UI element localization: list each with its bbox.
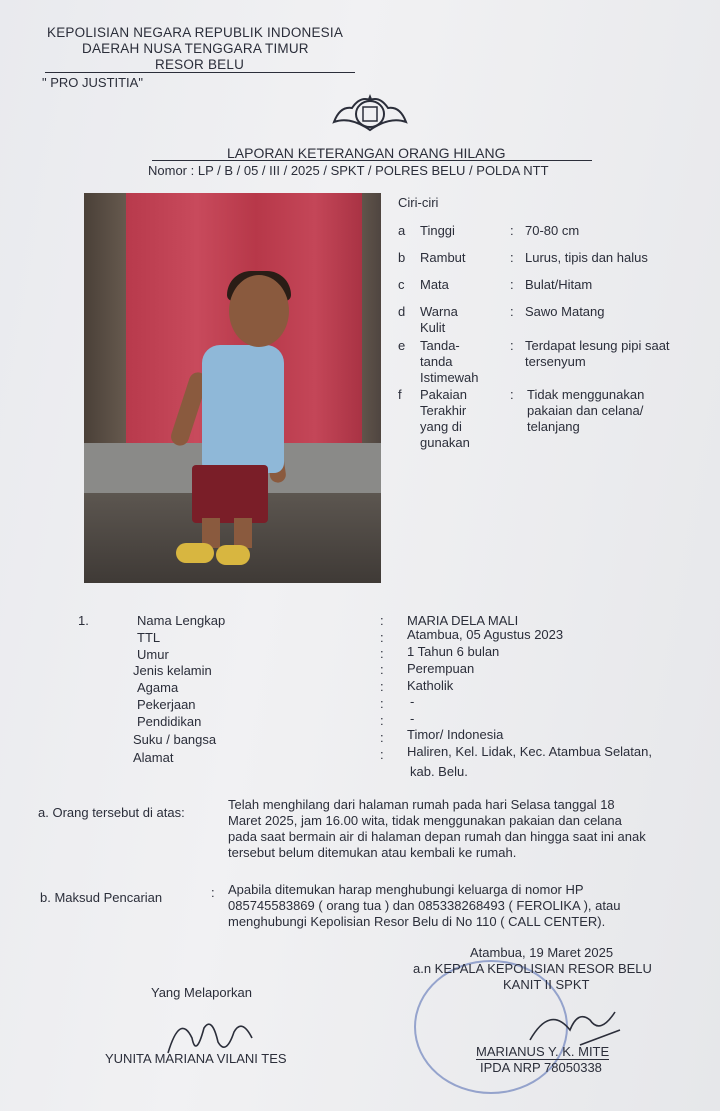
ciri-value: pakaian dan celana/ [527,403,644,418]
place-date: Atambua, 19 Maret 2025 [470,945,614,960]
identity-label: Alamat [133,750,174,765]
identity-label: Nama Lengkap [137,613,226,628]
colon: : [211,885,215,900]
colon: : [510,250,514,265]
section-a-label: a. Orang tersebut di atas: [38,805,185,820]
section-a-line: pada saat bermain air di halaman depan rumah dan hingga saat ini anak [228,829,646,844]
pro-justitia: " PRO JUSTITIA" [42,75,143,90]
section-b-line: 085745583869 ( orang tua ) dan 085338268493 ( FEROLIKA ), atau [228,898,621,913]
ciri-label: gunakan [420,435,470,450]
section-b-label: b. Maksud Pencarian [40,890,163,905]
signature-right-icon [520,1000,630,1050]
identity-value: Atambua, 05 Agustus 2023 [407,627,564,642]
reporter-role: Yang Melaporkan [151,985,252,1000]
colon: : [380,679,384,694]
ciri-letter: f [398,387,402,402]
ciri-label: Warna [420,304,458,319]
signatory-title: a.n KEPALA KEPOLISIAN RESOR BELU [413,961,652,976]
ciri-letter: b [398,250,406,265]
identity-value: Haliren, Kel. Lidak, Kec. Atambua Selatan, [407,744,652,759]
section-b-line: menghubungi Kepolisian Resor Belu di No 110 ( CALL CENTER). [228,914,606,929]
colon: : [510,338,514,353]
colon: : [380,630,384,645]
ciri-value: Bulat/Hitam [525,277,593,292]
colon: : [510,223,514,238]
identity-value: MARIA DELA MALI [407,613,519,628]
colon: : [380,747,384,762]
identity-value-cont: kab. Belu. [410,764,468,779]
colon: : [510,277,514,292]
ciri-value: 70-80 cm [525,223,580,238]
colon: : [380,646,384,661]
identity-label: Agama [137,680,179,695]
report-number: Nomor : LP / B / 05 / III / 2025 / SPKT / POLRES BELU / POLDA NTT [148,163,549,178]
ciri-letter: e [398,338,406,353]
colon: : [380,613,384,628]
ciri-value: Lurus, tipis dan halus [525,250,648,265]
reporter-name: YUNITA MARIANA VILANI TES [105,1051,287,1066]
colon: : [510,387,514,402]
colon: : [380,713,384,728]
colon: : [380,696,384,711]
ciri-heading: Ciri-ciri [398,195,439,210]
identity-value: - [410,711,415,726]
ciri-label: Mata [420,277,449,292]
identity-label: Pendidikan [137,714,202,729]
header-line-3: RESOR BELU [155,57,245,72]
ciri-label: Istimewah [420,370,479,385]
colon: : [380,730,384,745]
ciri-value: Tidak menggunakan [527,387,645,402]
header-rule [45,72,355,73]
identity-label: Suku / bangsa [133,732,217,747]
report-title: LAPORAN KETERANGAN ORANG HILANG [227,145,506,161]
signatory-unit: KANIT II SPKT [503,977,590,992]
signatory-name: MARIANUS Y. K. MITE [476,1044,610,1059]
section-a-line: tersebut belum ditemukan atau kembali ke rumah. [228,845,517,860]
identity-value: Timor/ Indonesia [407,727,504,742]
identity-number: 1. [78,613,89,628]
ciri-label: Rambut [420,250,466,265]
identity-value: - [410,694,415,709]
ciri-value: Terdapat lesung pipi saat [525,338,670,353]
colon: : [510,304,514,319]
ciri-letter: c [398,277,405,292]
identity-value: Perempuan [407,661,475,676]
signatory-rank-nrp: IPDA NRP 78050338 [480,1060,602,1075]
ciri-label: tanda [420,354,453,369]
ciri-label: Kulit [420,320,446,335]
identity-label: Jenis kelamin [133,663,212,678]
ciri-label: Tinggi [420,223,455,238]
police-emblem-icon [330,92,410,136]
identity-value: 1 Tahun 6 bulan [407,644,500,659]
ciri-value: telanjang [527,419,580,434]
ciri-value: Sawo Matang [525,304,605,319]
ciri-label: Terakhir [420,403,467,418]
ciri-label: yang di [420,419,462,434]
section-b-line: Apabila ditemukan harap menghubungi keluarga di nomor HP [228,882,584,897]
colon: : [380,662,384,677]
section-a-line: Maret 2025, jam 16.00 wita, tidak menggunakan pakaian dan celana [228,813,622,828]
missing-child-photo [84,193,381,583]
ciri-letter: d [398,304,406,319]
section-a-line: Telah menghilang dari halaman rumah pada hari Selasa tanggal 18 [228,797,615,812]
ciri-letter: a [398,223,406,238]
header-line-2: DAERAH NUSA TENGGARA TIMUR [82,41,309,56]
ciri-label: Pakaian [420,387,467,402]
ciri-value: tersenyum [525,354,586,369]
identity-label: Pekerjaan [137,697,196,712]
identity-value: Katholik [407,678,454,693]
title-rule [152,160,592,161]
ciri-label: Tanda- [420,338,460,353]
identity-label: TTL [137,630,161,645]
header-line-1: KEPOLISIAN NEGARA REPUBLIK INDONESIA [47,25,344,40]
identity-label: Umur [137,647,169,662]
